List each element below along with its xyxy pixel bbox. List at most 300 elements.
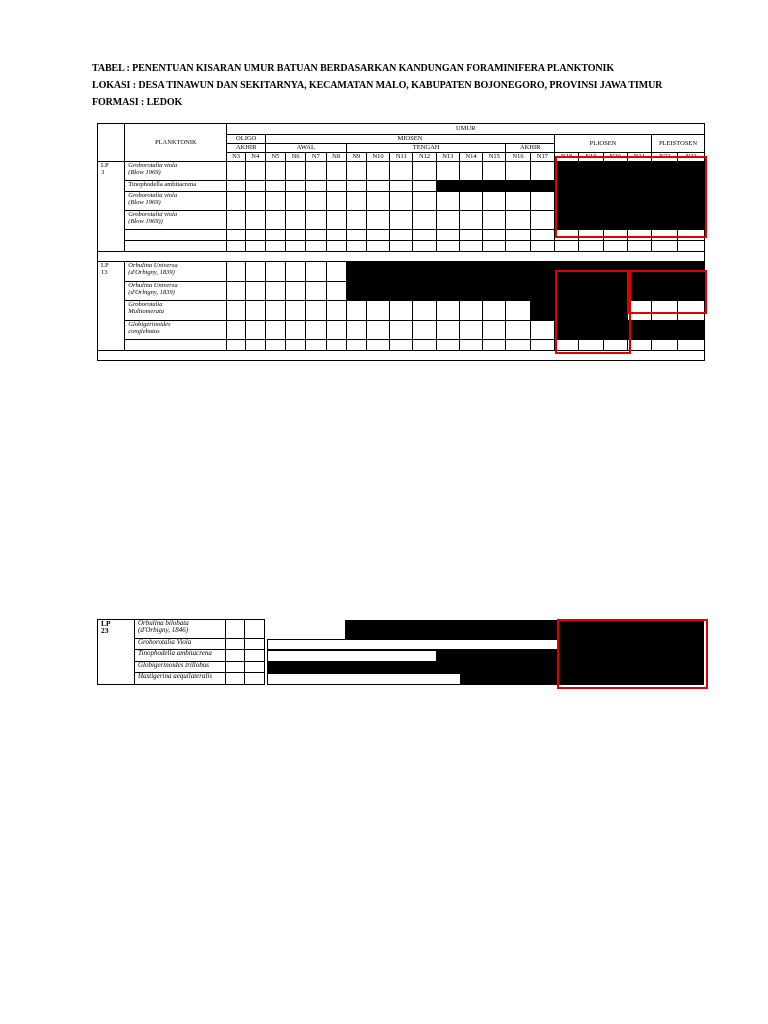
range-cell-filled <box>579 162 603 181</box>
range-cell <box>227 162 245 181</box>
range-cell <box>436 301 459 321</box>
range-cell <box>366 301 389 321</box>
range-cell <box>227 321 245 340</box>
range-cell <box>390 241 413 252</box>
range-cell <box>366 321 389 340</box>
range-cell <box>306 301 326 321</box>
range-cell-filled <box>627 192 651 211</box>
range-cell <box>436 241 459 252</box>
zone-n17: N17 <box>530 153 554 162</box>
range-cell <box>436 192 459 211</box>
range-cell <box>306 162 326 181</box>
range-cell <box>286 301 306 321</box>
range-cell <box>265 301 285 321</box>
range-cell <box>413 230 436 241</box>
range-cell <box>459 162 482 181</box>
range-cell <box>483 162 506 181</box>
range-cell <box>603 340 627 351</box>
range-cell <box>326 211 346 230</box>
range-cell <box>326 241 346 252</box>
range-cell-filled <box>678 162 705 181</box>
species-name: Groborotalia viola (Blow 1969) <box>125 162 227 181</box>
range-cell <box>326 262 346 282</box>
range-cell <box>483 192 506 211</box>
range-cell <box>366 230 389 241</box>
species-row <box>98 162 705 181</box>
range-cell-filled <box>678 192 705 211</box>
range-cell <box>227 241 245 252</box>
species-row <box>98 211 705 230</box>
range-cell <box>346 211 366 230</box>
range-cell <box>346 301 366 321</box>
range-cell <box>579 241 603 252</box>
range-cell <box>678 241 705 252</box>
range-cell-filled <box>652 162 678 181</box>
range-cell <box>436 340 459 351</box>
range-cell <box>413 301 436 321</box>
range-cell <box>413 192 436 211</box>
species-name: Groborotalia viola (Blow 1969) <box>125 192 227 211</box>
range-cell <box>227 211 245 230</box>
range-cell <box>366 192 389 211</box>
range-cell-filled <box>436 282 459 301</box>
range-cell <box>245 282 265 301</box>
range-cell-filled <box>483 181 506 192</box>
zone-n3: N3 <box>227 153 245 162</box>
range-cell-filled <box>579 301 603 321</box>
range-cell <box>678 230 705 241</box>
range-cell <box>346 241 366 252</box>
species-row <box>98 321 705 340</box>
zone-n13: N13 <box>436 153 459 162</box>
range-cell-filled <box>459 181 482 192</box>
range-cell <box>506 340 530 351</box>
range-cell <box>306 262 326 282</box>
range-cell-filled <box>627 162 651 181</box>
range-cell <box>265 262 285 282</box>
range-cell <box>227 230 245 241</box>
zone-n14: N14 <box>459 153 482 162</box>
range-cell-filled <box>652 321 678 340</box>
range-cell <box>627 301 651 321</box>
range-cell <box>530 321 554 340</box>
range-cell-filled <box>603 321 627 340</box>
species-name: Orbulina Universa (d'Orbigny, 1839) <box>125 282 227 301</box>
range-cell <box>603 241 627 252</box>
range-cell <box>579 340 603 351</box>
species-name: Tinophodella ambitacrena <box>125 181 227 192</box>
range-cell-filled <box>346 262 366 282</box>
range-cell <box>603 230 627 241</box>
range-cell <box>265 211 285 230</box>
range-cell <box>366 211 389 230</box>
range-cell-filled <box>603 301 627 321</box>
range-cell <box>627 230 651 241</box>
document-header <box>92 60 662 111</box>
range-cell <box>390 321 413 340</box>
range-cell-filled <box>413 262 436 282</box>
range-cell <box>306 282 326 301</box>
range-cell <box>459 211 482 230</box>
range-cell <box>678 301 705 321</box>
range-cell <box>286 181 306 192</box>
title-sep: : <box>124 63 133 74</box>
range-cell-filled <box>390 282 413 301</box>
species-name-empty <box>125 230 227 241</box>
range-cell <box>306 192 326 211</box>
epoch-oligo: OLIGO <box>227 135 265 144</box>
range-cell <box>245 230 265 241</box>
range-cell-filled <box>346 282 366 301</box>
species-name: Orbulina Universa (d'Orbigny, 1839) <box>125 262 227 282</box>
range-cell <box>459 321 482 340</box>
range-cell <box>245 162 265 181</box>
species-name: Tinophodella ambitacrena <box>135 650 226 662</box>
range-cell <box>390 162 413 181</box>
range-cell <box>506 211 530 230</box>
range-cell <box>366 241 389 252</box>
species-name-empty <box>125 340 227 351</box>
zone-n16: N16 <box>506 153 530 162</box>
range-cell-filled <box>652 181 678 192</box>
range-cell <box>226 639 245 650</box>
range-cell <box>346 321 366 340</box>
lp13-group <box>98 262 705 351</box>
range-cell <box>265 340 285 351</box>
range-cell <box>413 211 436 230</box>
range-cell <box>245 211 265 230</box>
range-cell <box>265 181 285 192</box>
range-cell <box>530 162 554 181</box>
range-cell <box>265 162 285 181</box>
species-name: Orbulina bilobata (d'Orbigny, 1846) <box>135 620 226 639</box>
range-cell <box>554 241 578 252</box>
umur-header: UMUR <box>227 124 705 135</box>
range-cell-filled <box>652 211 678 230</box>
range-cell <box>652 241 678 252</box>
planktonik-header: PLANKTONIK <box>125 124 227 162</box>
sample-label: LP 3 <box>98 162 125 252</box>
range-cell <box>226 673 245 685</box>
formation-line <box>92 94 662 111</box>
location-line <box>92 77 662 94</box>
range-cell-filled <box>483 262 506 282</box>
range-cell <box>306 181 326 192</box>
range-cell-filled <box>366 262 389 282</box>
range-cell <box>413 321 436 340</box>
range-cell <box>286 241 306 252</box>
range-cell-filled <box>554 211 578 230</box>
range-cell-filled <box>627 211 651 230</box>
range-cell <box>530 192 554 211</box>
range-cell <box>436 162 459 181</box>
range-cell <box>506 230 530 241</box>
formation-sep: : <box>138 97 147 108</box>
range-cell <box>227 340 245 351</box>
range-cell-filled <box>652 192 678 211</box>
range-cell <box>245 241 265 252</box>
range-cell <box>227 192 245 211</box>
range-cell <box>245 181 265 192</box>
range-cell <box>366 340 389 351</box>
range-cell <box>459 230 482 241</box>
zone-n22: N22 <box>652 153 678 162</box>
range-cell <box>390 181 413 192</box>
range-cell-filled <box>483 282 506 301</box>
subepoch-awal: AWAL <box>265 144 346 153</box>
range-cell <box>530 230 554 241</box>
range-cell <box>286 211 306 230</box>
range-cell <box>286 340 306 351</box>
range-cell <box>326 230 346 241</box>
range-cell-filled <box>603 181 627 192</box>
epoch-pliosen: PLIOSEN <box>554 135 651 153</box>
species-row <box>98 192 705 211</box>
range-cell <box>346 162 366 181</box>
range-cell-filled <box>627 181 651 192</box>
range-cell <box>554 340 578 351</box>
range-cell <box>306 241 326 252</box>
sample-label: LP 13 <box>98 262 125 351</box>
range-cell <box>366 162 389 181</box>
range-cell-filled <box>436 181 459 192</box>
range-cell <box>459 340 482 351</box>
range-cell-filled <box>678 211 705 230</box>
range-cell <box>652 230 678 241</box>
location-sep: : <box>130 80 139 91</box>
range-cell <box>265 230 285 241</box>
range-cell-filled <box>436 262 459 282</box>
zone-n15: N15 <box>483 153 506 162</box>
epoch-pleistosen: PLEISTOSEN <box>652 135 705 153</box>
range-cell-filled <box>554 162 578 181</box>
zone-n5: N5 <box>265 153 285 162</box>
range-cell <box>627 241 651 252</box>
range-cell-filled <box>678 262 705 282</box>
range-bar-orbulina-bilobata <box>345 620 558 639</box>
location-label: LOKASI <box>92 80 131 91</box>
range-cell-filled <box>603 262 627 282</box>
range-cell-filled <box>390 262 413 282</box>
range-cell <box>306 340 326 351</box>
zone-n7: N7 <box>306 153 326 162</box>
species-row <box>98 282 705 301</box>
range-cell-filled <box>652 282 678 301</box>
species-name: Hastigerina aequilateralis <box>135 673 226 685</box>
range-cell-filled <box>554 321 578 340</box>
range-cell-filled <box>506 282 530 301</box>
range-cell <box>265 192 285 211</box>
subepoch-akhir-oligo: AKHIR <box>227 144 265 153</box>
range-cell <box>483 321 506 340</box>
spacer-row <box>98 252 705 262</box>
range-cell <box>346 340 366 351</box>
range-cell-filled <box>603 162 627 181</box>
range-cell <box>226 620 245 639</box>
range-cell <box>506 241 530 252</box>
range-bar-tinophodella-blank <box>267 650 437 662</box>
range-cell <box>286 282 306 301</box>
range-cell <box>245 340 265 351</box>
title-value: PENENTUAN KISARAN UMUR BATUAN BERDASARKAN KANDUNGAN FORAMINIFERA PLANKTONIK <box>132 63 615 74</box>
range-cell <box>390 301 413 321</box>
range-cell <box>413 241 436 252</box>
zone-n4: N4 <box>245 153 265 162</box>
range-cell-filled <box>554 282 578 301</box>
range-cell <box>245 639 265 650</box>
species-name: Globigerinoides trillobus <box>135 662 226 673</box>
range-cell <box>346 230 366 241</box>
species-row <box>98 262 705 282</box>
zone-n19: N19 <box>579 153 603 162</box>
lp3-group <box>98 162 705 252</box>
range-cell <box>554 230 578 241</box>
species-name: Globigerinoides conglebatus <box>125 321 227 340</box>
range-cell-filled <box>413 282 436 301</box>
range-cell <box>245 321 265 340</box>
epoch-miosen: MIOSEN <box>265 135 554 144</box>
range-cell <box>326 162 346 181</box>
range-cell-filled <box>554 262 578 282</box>
range-cell <box>326 181 346 192</box>
range-bar-hastigerina-blank <box>267 673 461 685</box>
range-cell-filled <box>678 321 705 340</box>
range-cell-filled <box>366 282 389 301</box>
range-cell <box>483 241 506 252</box>
range-cell <box>227 262 245 282</box>
range-cell <box>245 650 265 662</box>
zone-n20: N20 <box>603 153 627 162</box>
range-cell-filled <box>530 301 554 321</box>
range-cell <box>306 321 326 340</box>
range-cell <box>652 340 678 351</box>
range-cell <box>678 340 705 351</box>
zone-n11: N11 <box>390 153 413 162</box>
range-cell <box>286 262 306 282</box>
species-name: Groborotalia viola (Blow 1969)) <box>125 211 227 230</box>
range-cell <box>226 650 245 662</box>
subepoch-tengah: TENGAH <box>346 144 506 153</box>
range-cell <box>286 162 306 181</box>
range-cell-filled <box>579 262 603 282</box>
range-cell <box>286 230 306 241</box>
range-cell-filled <box>459 262 482 282</box>
range-bar-tinophodella-ambitacrena <box>437 650 558 662</box>
species-row <box>98 181 705 192</box>
range-cell <box>530 211 554 230</box>
location-value: DESA TINAWUN DAN SEKITARNYA, KECAMATAN MALO, KABUPATEN BOJONEGORO, PROVINSI JAWA TIMUR <box>138 80 663 91</box>
range-cell <box>506 321 530 340</box>
range-cell <box>459 192 482 211</box>
range-cell <box>390 340 413 351</box>
range-cell-filled <box>579 282 603 301</box>
range-block-pliosen-pleistosen <box>558 620 704 685</box>
range-cell-filled <box>506 262 530 282</box>
range-cell <box>245 662 265 673</box>
range-cell <box>390 230 413 241</box>
range-cell <box>227 282 245 301</box>
corner-cell <box>98 124 125 162</box>
range-cell <box>436 230 459 241</box>
range-cell-filled <box>530 282 554 301</box>
range-cell <box>413 162 436 181</box>
species-name-empty <box>125 241 227 252</box>
range-bar-groborotalia-viola <box>267 639 558 650</box>
range-cell-filled <box>530 262 554 282</box>
zone-n12: N12 <box>413 153 436 162</box>
range-cell-filled <box>678 282 705 301</box>
zone-n9: N9 <box>346 153 366 162</box>
range-cell <box>306 230 326 241</box>
range-cell <box>245 620 265 639</box>
range-cell <box>245 262 265 282</box>
range-cell <box>483 301 506 321</box>
range-cell-filled <box>579 192 603 211</box>
zone-n21: N21 <box>627 153 651 162</box>
range-cell <box>506 301 530 321</box>
range-cell-filled <box>627 282 651 301</box>
range-cell <box>506 192 530 211</box>
range-cell <box>326 282 346 301</box>
range-cell <box>245 301 265 321</box>
zone-n18: N18 <box>554 153 578 162</box>
range-cell <box>530 241 554 252</box>
range-cell <box>227 301 245 321</box>
species-row <box>98 301 705 321</box>
range-cell <box>326 192 346 211</box>
range-cell-filled <box>554 181 578 192</box>
range-cell-filled <box>603 211 627 230</box>
range-cell <box>306 211 326 230</box>
range-cell <box>346 181 366 192</box>
range-cell <box>245 192 265 211</box>
range-cell <box>459 241 482 252</box>
range-cell-filled <box>603 282 627 301</box>
range-cell-filled <box>506 181 530 192</box>
zone-n23: N23 <box>678 153 705 162</box>
range-cell <box>436 321 459 340</box>
zone-n10: N10 <box>366 153 389 162</box>
range-table <box>97 123 705 361</box>
table-title-line <box>92 60 662 77</box>
range-cell <box>413 340 436 351</box>
range-cell <box>226 662 245 673</box>
range-cell-filled <box>652 262 678 282</box>
zone-n6: N6 <box>286 153 306 162</box>
range-cell <box>366 181 389 192</box>
range-cell <box>652 301 678 321</box>
range-cell <box>390 211 413 230</box>
range-cell-filled <box>627 262 651 282</box>
subepoch-akhir-miosen: AKHIR <box>506 144 555 153</box>
range-cell <box>326 301 346 321</box>
zone-n8: N8 <box>326 153 346 162</box>
range-bar-hastigerina-aequilateralis <box>461 673 558 685</box>
formation-value: LEDOK <box>146 97 183 108</box>
range-cell-filled <box>459 282 482 301</box>
range-cell-filled <box>579 211 603 230</box>
range-cell <box>390 192 413 211</box>
range-cell-filled <box>554 301 578 321</box>
range-cell <box>530 340 554 351</box>
formation-label: FORMASI <box>92 97 139 108</box>
range-cell <box>227 181 245 192</box>
range-cell-filled <box>579 321 603 340</box>
range-cell-filled <box>603 192 627 211</box>
range-cell-filled <box>530 181 554 192</box>
range-cell <box>506 162 530 181</box>
range-cell-filled <box>554 192 578 211</box>
